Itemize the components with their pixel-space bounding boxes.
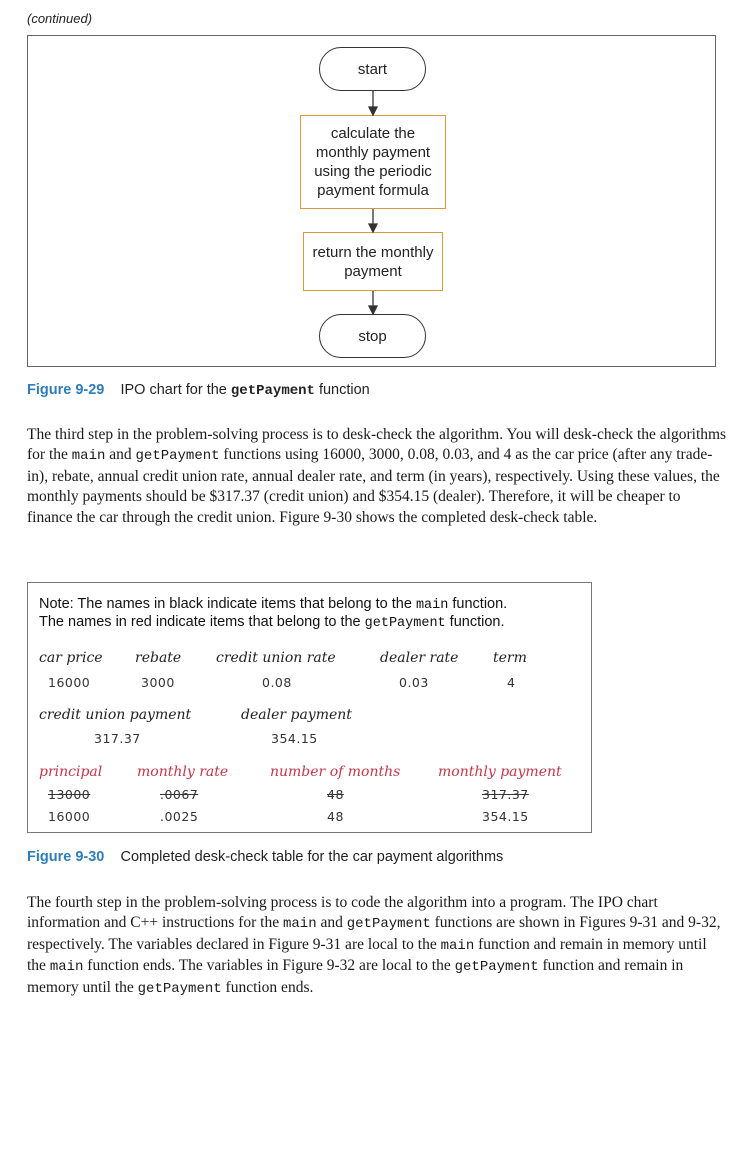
para2-text-3: functions are shown in Figures 9-31 and 9-32, respectively. The variables declared in Figure 9-31 are local to the xyxy=(27,914,721,953)
value-dealer-payment: 354.15 xyxy=(271,731,318,746)
para1-text-3: functions using 16000, 3000, 0.08, 0.03, and 4 as the car price (after any trade-in), rebate, annual credit union rate, annual dealer rate, and term (in years), respectively. Using these values, the monthly payments should be $317.37 (credit union) and $354.15 (dealer). Therefore, it will be cheaper to finance the car through the credit union. Figure 9-30 shows the completed desk-check table. xyxy=(27,446,720,526)
flowchart-stop: stop xyxy=(319,314,426,358)
value-car-price: 16000 xyxy=(48,675,91,690)
header-term: term xyxy=(493,650,527,666)
value-term: 4 xyxy=(507,675,516,690)
header-credit-union-payment: credit union payment xyxy=(39,707,192,723)
flowchart-start: start xyxy=(319,47,426,91)
header-monthly-rate: monthly rate xyxy=(137,764,229,780)
para2-code-3: main xyxy=(440,937,475,954)
value-credit-union-payment: 317.37 xyxy=(94,731,141,746)
header-number-of-months: number of months xyxy=(270,764,401,780)
para1-code-getpayment: getPayment xyxy=(135,448,220,465)
para2-code-5: getPayment xyxy=(454,959,539,976)
figure-9-29-caption xyxy=(27,382,370,399)
flowchart-frame xyxy=(27,35,716,367)
arrow-2-head xyxy=(369,224,377,232)
header-dealer-rate: dealer rate xyxy=(380,650,459,666)
figure-9-30-caption xyxy=(27,849,503,865)
value-principal: 16000 xyxy=(48,809,91,824)
figure-9-29-code: getPayment xyxy=(230,383,315,399)
para2-text-7: function ends. xyxy=(221,978,314,996)
value-number-of-months-crossed: 48 xyxy=(327,787,344,802)
value-monthly-payment: 354.15 xyxy=(482,809,529,824)
desk-note-line-1: Note: The names in black indicate items that belong to the main function. xyxy=(39,596,508,613)
value-monthly-rate-crossed: .0067 xyxy=(160,787,199,802)
para2-code-6: getPayment xyxy=(137,980,222,997)
para1-code-main: main xyxy=(71,448,106,465)
header-monthly-payment: monthly payment xyxy=(438,764,562,780)
header-rebate: rebate xyxy=(135,650,182,666)
para2-text-2: and xyxy=(316,914,347,932)
value-monthly-rate: .0025 xyxy=(160,809,199,824)
flowchart-process-calculate: calculate the monthly payment using the periodic payment formula xyxy=(300,115,446,209)
continued-label: (continued) xyxy=(27,11,93,26)
para2-code-2: getPayment xyxy=(346,916,431,933)
figure-9-29-text-after: function xyxy=(314,382,370,398)
value-principal-crossed: 13000 xyxy=(48,787,91,802)
header-car-price: car price xyxy=(39,650,103,666)
desk-note xyxy=(39,596,507,632)
figure-9-30-text: Completed desk-check table for the car payment algorithms xyxy=(120,849,504,865)
value-credit-union-rate: 0.08 xyxy=(262,675,292,690)
value-rebate: 3000 xyxy=(141,675,175,690)
figure-9-29-label: Figure 9-29 xyxy=(27,382,105,398)
flowchart-arrows xyxy=(28,36,717,368)
para2-code-4: main xyxy=(49,959,84,976)
para2-code-1: main xyxy=(282,916,317,933)
para1-text-1: The third step in the problem-solving process is to desk-check the algorithm. You will desk-check the algorithms for the xyxy=(27,426,727,464)
desk-check-table xyxy=(27,582,592,833)
desk-note-line-2: The names in red indicate items that belong to the getPayment function. xyxy=(39,614,505,631)
arrow-1-head xyxy=(369,107,377,115)
value-dealer-rate: 0.03 xyxy=(399,675,429,690)
para2-text-5: function ends. The variables in Figure 9-32 are local to the xyxy=(83,957,455,975)
flowchart-process-return: return the monthly payment xyxy=(303,232,443,291)
header-principal: principal xyxy=(39,764,103,780)
paragraph-code-step xyxy=(27,893,727,999)
para2-text-1: The fourth step in the problem-solving process is to code the algorithm into a program. The IPO chart information and C++ instructions for the xyxy=(27,894,658,932)
para2-text-6: function and remain in memory until the xyxy=(27,957,684,996)
value-number-of-months: 48 xyxy=(327,809,344,824)
para2-text-4: function and remain in memory until the xyxy=(27,935,707,975)
arrow-3-head xyxy=(369,306,377,314)
figure-9-29-text: IPO chart for the xyxy=(120,382,231,398)
figure-9-30-label: Figure 9-30 xyxy=(27,849,105,865)
para1-text-2: and xyxy=(105,446,136,464)
header-dealer-payment: dealer payment xyxy=(241,707,352,723)
paragraph-desk-check xyxy=(27,425,727,528)
value-monthly-payment-crossed: 317.37 xyxy=(482,787,529,802)
header-credit-union-rate: credit union rate xyxy=(216,650,336,666)
